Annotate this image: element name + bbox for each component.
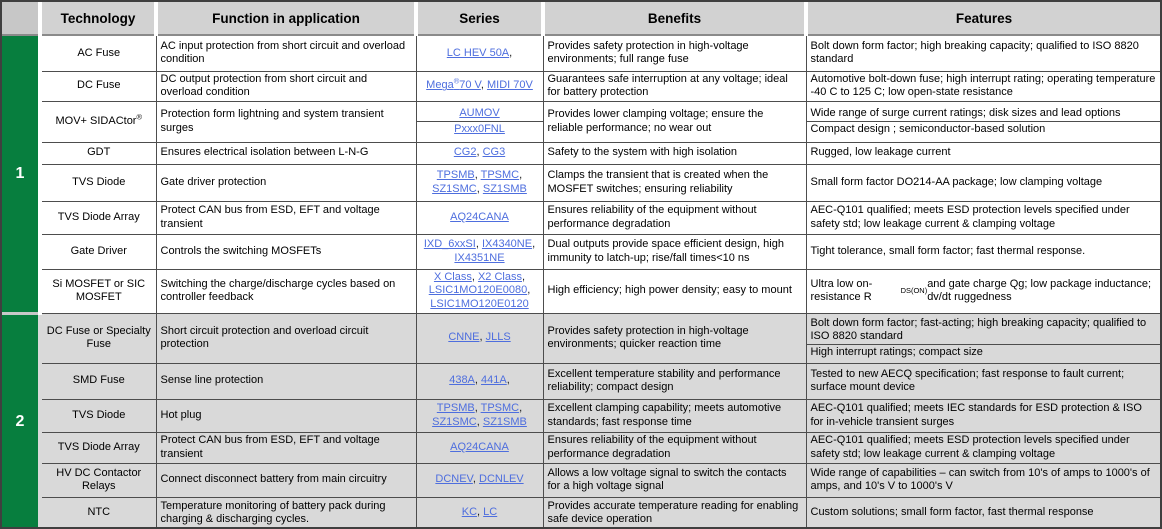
- benefits-cell: Provides accurate temperature reading for enabling safe device operation: [543, 497, 806, 529]
- series-separator: ,: [474, 169, 481, 182]
- series-cell: [416, 142, 543, 164]
- series-row: [417, 505, 543, 520]
- table-row: [2, 234, 1160, 269]
- features-cell: [806, 142, 1160, 164]
- series-cell: [416, 432, 543, 463]
- series-link[interactable]: LSIC1MO120E0120: [430, 297, 529, 310]
- table-row: [2, 201, 1160, 234]
- series-link[interactable]: IXD_6xxSI: [423, 238, 476, 251]
- series-row: [417, 121, 543, 137]
- series-link[interactable]: AUMOV: [459, 106, 500, 119]
- series-trailing-comma: ,: [509, 46, 513, 59]
- series-link[interactable]: AQ24CANA: [450, 210, 509, 223]
- technology-cell: DC Fuse or Specialty Fuse: [40, 313, 156, 363]
- features-cell: [806, 432, 1160, 463]
- series-row: [417, 106, 543, 121]
- technology-cell: SMD Fuse: [40, 363, 156, 399]
- function-cell: DC output protection from short circuit and overload condition: [156, 71, 416, 101]
- table-row: [2, 463, 1160, 497]
- features-cell: [806, 399, 1160, 432]
- table-row: [2, 164, 1160, 201]
- feature-item: Compact design ; semiconductor-based solution: [807, 121, 1160, 137]
- feature-item: Bolt down form factor; high breaking capacity; qualified to ISO 8820 standard: [810, 40, 1139, 66]
- series-link[interactable]: SZ1SMC: [432, 182, 477, 195]
- series-separator: ,: [475, 238, 482, 251]
- series-row: [417, 373, 543, 388]
- technology-cell: GDT: [40, 142, 156, 164]
- technology-cell: MOV+ SIDACtor®: [40, 101, 156, 142]
- benefits-cell: Provides lower clamping voltage; ensure the reliable performance; no wear out: [543, 101, 806, 142]
- benefits-cell: High efficiency; high power density; easy to mount: [543, 269, 806, 313]
- benefits-cell: Ensures reliability of the equipment without performance degradation: [543, 432, 806, 463]
- series-link[interactable]: CNNE: [448, 331, 480, 344]
- table-row: [2, 313, 1160, 363]
- series-link[interactable]: LC HEV 50A: [446, 46, 510, 59]
- table-row: [2, 142, 1160, 164]
- series-separator: ,: [477, 506, 484, 519]
- series-link[interactable]: IX4340NE: [481, 238, 533, 251]
- benefits-cell: Provides safety protection in high-voltage environments; quicker reaction time: [543, 313, 806, 363]
- series-separator: ,: [480, 79, 487, 92]
- technology-cell: DC Fuse: [40, 71, 156, 101]
- column-header-technology: Technology: [40, 2, 156, 35]
- series-separator: ,: [476, 182, 483, 195]
- series-link[interactable]: TPSMC: [480, 169, 520, 182]
- series-separator: ,: [471, 271, 478, 284]
- series-row: [417, 168, 543, 196]
- series-link[interactable]: LC: [483, 506, 498, 519]
- benefits-cell: Safety to the system with high isolation: [543, 142, 806, 164]
- feature-item: Wide range of surge current ratings; disk sizes and lead options: [810, 106, 1121, 119]
- features-cell: [806, 497, 1160, 529]
- series-link[interactable]: SZ1SMC: [432, 415, 477, 428]
- series-separator: ,: [479, 331, 486, 344]
- series-separator: ,: [522, 271, 526, 284]
- function-cell: AC input protection from short circuit and overload condition: [156, 35, 416, 71]
- table-row: [2, 71, 1160, 101]
- series-link[interactable]: Mega®70 V: [426, 76, 481, 92]
- series-cell: [416, 164, 543, 201]
- features-cell: [806, 234, 1160, 269]
- series-separator: ,: [474, 374, 482, 387]
- features-cell: [806, 463, 1160, 497]
- series-link[interactable]: CG3: [482, 146, 506, 159]
- table-body: [2, 35, 1160, 529]
- series-row: [417, 145, 543, 160]
- feature-item: Tested to new AECQ specification; fast response to fault current; surface mount device: [810, 367, 1125, 393]
- function-cell: Controls the switching MOSFETs: [156, 234, 416, 269]
- series-link[interactable]: KC: [461, 506, 478, 519]
- function-cell: Protection form lightning and system transient surges: [156, 101, 416, 142]
- series-link[interactable]: JLLS: [485, 331, 511, 344]
- series-row: [417, 330, 543, 345]
- table-row: [2, 399, 1160, 432]
- technology-cell: TVS Diode Array: [40, 201, 156, 234]
- series-link[interactable]: IX4351NE: [454, 251, 505, 264]
- series-cell: [416, 71, 543, 101]
- series-separator: ,: [532, 238, 536, 251]
- function-cell: Hot plug: [156, 399, 416, 432]
- series-trailing-comma: ,: [506, 374, 510, 387]
- table-row: [2, 432, 1160, 463]
- series-cell: [416, 201, 543, 234]
- function-cell: Protect CAN bus from ESD, EFT and voltage transient: [156, 432, 416, 463]
- series-link[interactable]: LSIC1MO120E0080: [428, 284, 528, 297]
- series-link[interactable]: DCNEV: [435, 473, 473, 486]
- series-separator: ,: [527, 284, 531, 297]
- series-link[interactable]: 438A: [449, 374, 475, 387]
- series-separator: ,: [519, 402, 523, 415]
- series-cell: [416, 399, 543, 432]
- technology-cell: TVS Diode: [40, 399, 156, 432]
- series-link[interactable]: Pxxx0FNL: [454, 123, 505, 135]
- series-cell: [416, 497, 543, 529]
- function-cell: Ensures electrical isolation between L-N-G: [156, 142, 416, 164]
- series-cell: [416, 101, 543, 142]
- feature-item: Ultra low on-resistance R DS(ON) and gate charge Qg; low package inductance; dv/dt ruggedness: [810, 277, 1152, 303]
- feature-item: Rugged, low leakage current: [810, 146, 951, 159]
- series-link[interactable]: TPSMC: [480, 402, 520, 415]
- series-row: [417, 440, 543, 455]
- table-row: [2, 269, 1160, 313]
- series-link[interactable]: 441A: [481, 374, 507, 387]
- function-cell: Short circuit protection and overload circuit protection: [156, 313, 416, 363]
- features-cell: [806, 164, 1160, 201]
- feature-item: Small form factor DO214-AA package; low clamping voltage: [810, 175, 1103, 188]
- table-row: [2, 497, 1160, 529]
- section-number: 1: [2, 35, 40, 313]
- series-separator: ,: [474, 402, 481, 415]
- feature-item: Bolt down form factor; fast-acting; high breaking capacity; qualified to ISO 8820 standard: [810, 316, 1147, 342]
- benefits-cell: Guarantees safe interruption at any voltage; ideal for battery protection: [543, 71, 806, 101]
- series-link[interactable]: CG2: [453, 146, 477, 159]
- function-cell: Connect disconnect battery from main circuitry: [156, 463, 416, 497]
- technology-cell: Gate Driver: [40, 234, 156, 269]
- technology-cell: TVS Diode: [40, 164, 156, 201]
- function-cell: Gate driver protection: [156, 164, 416, 201]
- column-header-function: Function in application: [156, 2, 416, 35]
- column-header-features: Features: [806, 2, 1160, 35]
- series-link[interactable]: SZ1SMB: [482, 415, 527, 428]
- section-number: 2: [2, 313, 40, 529]
- series-separator: ,: [476, 146, 483, 159]
- column-header-benefits: Benefits: [543, 2, 806, 35]
- corner-cell: [2, 2, 40, 35]
- series-cell: [416, 234, 543, 269]
- table-row: [2, 35, 1160, 71]
- feature-item: AEC-Q101 qualified; meets ESD protection levels specified under safety std; low leakage current & clamping voltage: [810, 204, 1130, 230]
- function-cell: Temperature monitoring of battery pack during charging & discharging cycles.: [156, 497, 416, 529]
- header-row: [2, 2, 1160, 35]
- series-separator: ,: [472, 473, 479, 486]
- series-row: [417, 472, 543, 487]
- series-cell: [416, 269, 543, 313]
- series-link[interactable]: X2 Class: [477, 271, 522, 284]
- series-row: [417, 237, 543, 265]
- features-cell: [806, 363, 1160, 399]
- series-cell: [416, 35, 543, 71]
- benefits-cell: Clamps the transient that is created when the MOSFET switches; ensuring reliability: [543, 164, 806, 201]
- series-row: [417, 401, 543, 429]
- feature-item: Wide range of capabilities – can switch from 10's of amps to 1000's of amps, and 10's V to 1000's V: [810, 466, 1150, 492]
- technology-cell: TVS Diode Array: [40, 432, 156, 463]
- series-separator: ,: [476, 415, 483, 428]
- features-cell: [806, 201, 1160, 234]
- series-link[interactable]: SZ1SMB: [482, 182, 527, 195]
- function-cell: Protect CAN bus from ESD, EFT and voltage transient: [156, 201, 416, 234]
- series-row: [417, 270, 543, 312]
- benefits-cell: Provides safety protection in high-voltage environments; full range fuse: [543, 35, 806, 71]
- series-cell: [416, 363, 543, 399]
- table-row: [2, 101, 1160, 142]
- series-link[interactable]: AQ24CANA: [450, 440, 509, 453]
- series-link[interactable]: DCNLEV: [479, 473, 524, 486]
- series-link[interactable]: TPSMB: [436, 169, 475, 182]
- feature-item: AEC-Q101 qualified; meets ESD protection levels specified under safety std; low leakage current & clamping voltage: [810, 434, 1130, 460]
- benefits-cell: Dual outputs provide space efficient design, high immunity to latch-up; rise/fall times<10 ns: [543, 234, 806, 269]
- function-cell: Switching the charge/discharge cycles based on controller feedback: [156, 269, 416, 313]
- feature-item: Tight tolerance, small form factor; fast thermal response.: [810, 244, 1086, 257]
- features-cell: [806, 313, 1160, 363]
- series-cell: [416, 313, 543, 363]
- series-cell: [416, 463, 543, 497]
- benefits-cell: Allows a low voltage signal to switch the contacts for a high voltage signal: [543, 463, 806, 497]
- benefits-cell: Ensures reliability of the equipment without performance degradation: [543, 201, 806, 234]
- features-cell: [806, 71, 1160, 101]
- technology-cell: AC Fuse: [40, 35, 156, 71]
- technology-cell: Si MOSFET or SIC MOSFET: [40, 269, 156, 313]
- series-separator: ,: [519, 169, 523, 182]
- series-link[interactable]: MIDI 70V: [486, 79, 533, 92]
- series-row: [417, 210, 543, 225]
- benefits-cell: Excellent temperature stability and performance reliability; compact design: [543, 363, 806, 399]
- series-link[interactable]: X Class: [433, 271, 472, 284]
- features-cell: [806, 269, 1160, 313]
- feature-item: Automotive bolt-down fuse; high interrupt rating; operating temperature -40 C to 125 C; low open-state resistance: [810, 72, 1156, 98]
- feature-item: Custom solutions; small form factor, fast thermal response: [810, 506, 1094, 519]
- technology-table: [2, 2, 1161, 529]
- series-row: [417, 78, 543, 93]
- technology-cell: NTC: [40, 497, 156, 529]
- series-row: [417, 46, 543, 61]
- function-cell: Sense line protection: [156, 363, 416, 399]
- feature-item: High interrupt ratings; compact size: [807, 344, 1160, 360]
- table-row: [2, 363, 1160, 399]
- features-cell: [806, 35, 1160, 71]
- features-cell: [806, 101, 1160, 142]
- feature-item: AEC-Q101 qualified; meets IEC standards for ESD protection & ISO for in-vehicle transient surges: [810, 402, 1142, 428]
- column-header-series: Series: [416, 2, 543, 35]
- technology-cell: HV DC Contactor Relays: [40, 463, 156, 497]
- series-link[interactable]: TPSMB: [436, 402, 475, 415]
- benefits-cell: Excellent clamping capability; meets automotive standards; fast response time: [543, 399, 806, 432]
